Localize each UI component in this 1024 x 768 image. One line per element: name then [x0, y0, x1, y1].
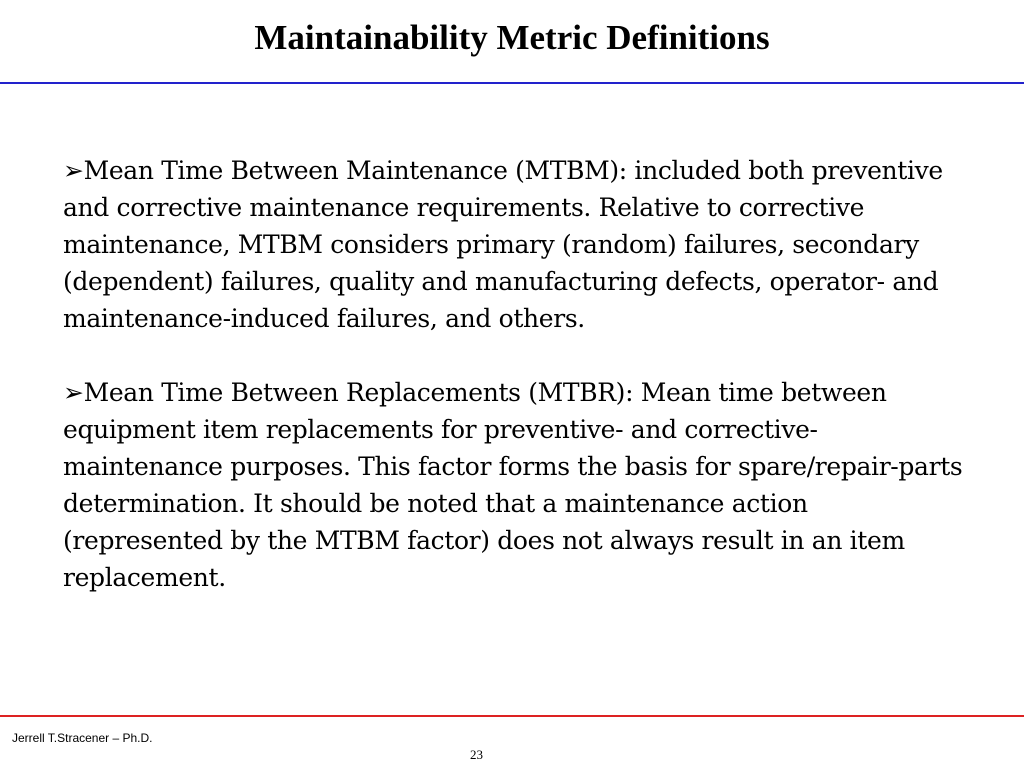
page-number: 23: [470, 747, 483, 762]
arrow-bullet-icon: ➢: [63, 156, 84, 185]
footer-author: Jerrell T.Stracener – Ph.D.: [12, 731, 153, 745]
bullet-text: Mean Time Between Replacements (MTBR): Mean time between equipment item replacements for preventive- and corrective-maintenance purposes. This factor forms the basis for spare/repair-parts determination. It should be noted that a maintenance action (represented by the MTBM factor) does not always result in an item replacement.: [63, 378, 963, 592]
title-divider: [0, 82, 1024, 84]
bullet-item-mtbm: [63, 152, 963, 337]
bullet-text: Mean Time Between Maintenance (MTBM): included both preventive and corrective maintenance requirements. Relative to corrective maintenance, MTBM considers primary (random) failures, secondary (dependent) failures, quality and manufacturing defects, operator- and maintenance-induced failures, and others.: [63, 156, 943, 333]
bullet-item-mtbr: [63, 374, 963, 596]
slide-title: Maintainability Metric Definitions: [254, 18, 770, 57]
arrow-bullet-icon: ➢: [63, 378, 84, 407]
slide-body: [63, 152, 963, 633]
footer-divider: [0, 715, 1024, 717]
